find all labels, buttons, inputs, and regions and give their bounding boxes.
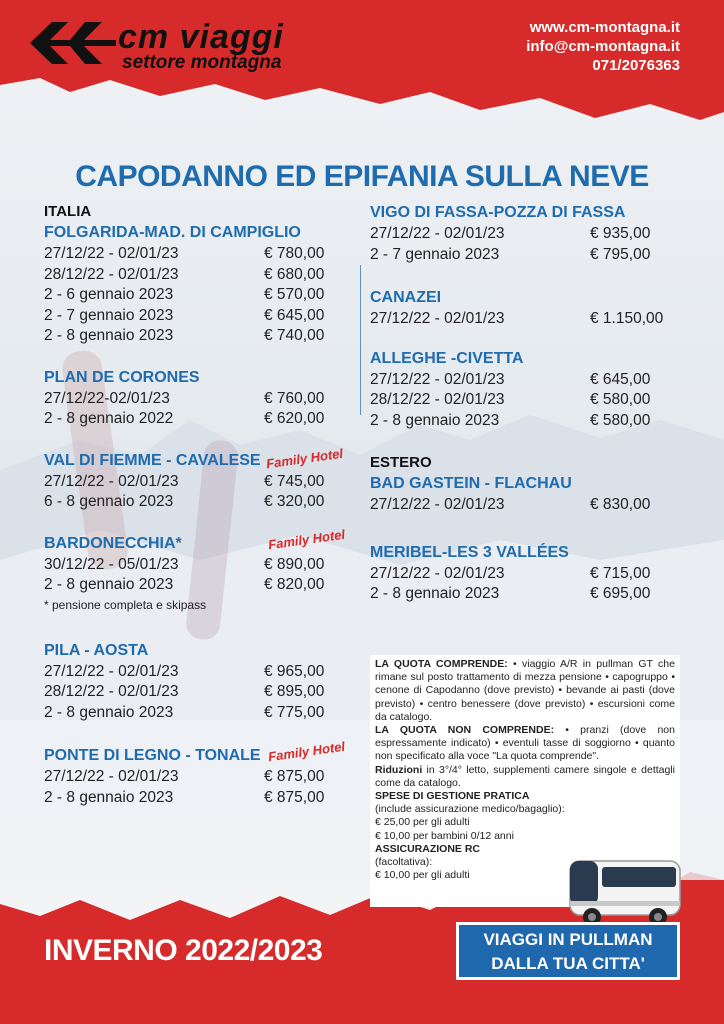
row-date: 27/12/22 - 02/01/23	[44, 472, 179, 490]
row-date: 27/12/22 - 02/01/23	[370, 225, 505, 242]
riduzioni	[375, 764, 675, 790]
price-row	[370, 224, 670, 245]
price-row	[370, 245, 670, 266]
spacer	[370, 431, 670, 453]
season-title: INVERNO 2022/2023	[44, 934, 323, 967]
row-price: € 760,00	[264, 389, 325, 407]
riduzioni-label: Riduzioni	[375, 763, 423, 776]
spacer	[44, 347, 344, 367]
row-price: € 695,00	[590, 585, 651, 602]
row-price: € 1.150,00	[590, 310, 664, 327]
row-date: 2 - 7 gennaio 2023	[44, 306, 174, 324]
row-price: € 620,00	[264, 410, 325, 427]
dest-canazei: CANAZEI	[370, 289, 442, 306]
brand-name: cm viaggi	[118, 18, 284, 56]
row-date: 2 - 8 gennaio 2023	[44, 576, 174, 593]
assicurazione-sub: (facoltativa):	[375, 856, 433, 869]
price-row	[44, 767, 344, 788]
row-price: € 645,00	[590, 370, 651, 388]
dest-name: VAL DI FIEMME - CAVALESE	[44, 451, 261, 469]
italia-column	[44, 202, 344, 808]
row-price: € 775,00	[264, 703, 325, 721]
row-date: 27/12/22 - 02/01/23	[44, 768, 179, 785]
dest-folgarida: FOLGARIDA-MAD. DI CAMPIGLIO	[44, 224, 301, 241]
row-price: € 580,00	[590, 391, 651, 408]
pullman-cta-button[interactable]	[456, 922, 680, 980]
price-row	[370, 309, 670, 330]
row-price: € 780,00	[264, 245, 325, 262]
price-row	[44, 326, 344, 347]
dest-name: PONTE DI LEGNO - TONALE	[44, 747, 261, 764]
quota-comprende	[375, 658, 675, 724]
assicurazione-adulti: € 10,00 per gli adulti	[375, 869, 470, 882]
cm-logo-icon	[30, 18, 120, 68]
row-date: 2 - 8 gennaio 2023	[44, 703, 174, 721]
dest-meribel: MERIBEL-LES 3 VALLÉES	[370, 543, 569, 561]
price-row	[370, 564, 670, 585]
dest-val-di-fiemme	[44, 445, 344, 472]
row-date: 6 - 8 gennaio 2023	[44, 493, 174, 510]
assicurazione-title: ASSICURAZIONE RC	[375, 842, 481, 855]
contacts	[526, 18, 680, 75]
row-date: 2 - 7 gennaio 2023	[370, 245, 500, 263]
bardonecchia-note: * pensione completa e skipass	[44, 597, 207, 612]
quota-non-comprende-text: • pranzi (dove non espressamente indicato) • eventuli tasse di soggiorno • quanto non specificato alla voce "La quota comprende".	[375, 724, 675, 763]
spese-adulti: € 25,00 per gli adulti	[375, 816, 470, 829]
spacer	[370, 516, 670, 542]
website-link[interactable]: www.cm-montagna.it	[529, 19, 680, 36]
row-date: 28/12/22 - 02/01/23	[44, 683, 179, 700]
spese-sub: (include assicurazione medico/bagaglio):	[375, 803, 565, 816]
spacer	[370, 330, 670, 348]
price-row	[44, 682, 344, 703]
cta-line-2: DALLA TUA CITTA'	[491, 954, 645, 973]
section-italia: ITALIA	[44, 203, 92, 220]
cta-line-1: VIAGGI IN PULLMAN	[483, 930, 653, 949]
row-price: € 740,00	[264, 327, 325, 344]
spacer	[44, 614, 344, 640]
row-date: 2 - 8 gennaio 2023	[44, 788, 174, 806]
bus-icon	[566, 855, 684, 929]
price-row	[44, 306, 344, 327]
dest-pila: PILA - AOSTA	[44, 641, 149, 659]
row-date: 28/12/22 - 02/01/23	[44, 265, 179, 283]
price-row	[44, 472, 344, 493]
quota-non-comprende	[375, 724, 675, 764]
price-row	[44, 244, 344, 265]
price-row	[44, 409, 344, 430]
dest-name: BARDONECCHIA*	[44, 534, 182, 552]
section-estero: ESTERO	[370, 454, 432, 471]
row-price: € 570,00	[264, 286, 325, 303]
row-date: 2 - 8 gennaio 2023	[370, 411, 500, 429]
row-price: € 830,00	[590, 496, 651, 513]
row-price: € 875,00	[264, 768, 325, 785]
row-date: 27/12/22-02/01/23	[44, 389, 170, 407]
row-date: 27/12/22 - 02/01/23	[370, 370, 505, 388]
price-row	[370, 390, 670, 411]
row-date: 27/12/22 - 02/01/23	[370, 564, 505, 582]
price-row	[44, 703, 344, 724]
spacer	[44, 430, 344, 450]
brand-tagline: settore montagna	[122, 52, 282, 73]
row-price: € 875,00	[264, 788, 325, 806]
quota-non-comprende-label: LA QUOTA NON COMPRENDE:	[375, 724, 555, 737]
row-price: € 645,00	[264, 306, 325, 324]
column-divider	[360, 265, 361, 415]
phone-number[interactable]: 071/2076363	[592, 57, 680, 74]
price-row	[44, 555, 344, 576]
price-row	[370, 370, 670, 391]
family-hotel-badge: Family Hotel	[267, 738, 346, 765]
price-row	[44, 788, 344, 809]
family-hotel-badge: Family Hotel	[265, 445, 344, 471]
page-title: CAPODANNO ED EPIFANIA SULLA NEVE	[75, 160, 649, 193]
row-date: 27/12/22 - 02/01/23	[44, 662, 179, 680]
row-price: € 890,00	[264, 555, 325, 573]
price-row	[44, 389, 344, 410]
row-date: 27/12/22 - 02/01/23	[370, 496, 505, 513]
price-row	[44, 285, 344, 306]
row-price: € 320,00	[264, 493, 325, 510]
row-date: 27/12/22 - 02/01/23	[44, 245, 179, 262]
dest-alleghe: ALLEGHE -CIVETTA	[370, 349, 524, 367]
row-price: € 580,00	[590, 411, 651, 429]
riduzioni-text: in 3°/4° letto, supplementi camere singole e dettagli come da catalogo.	[375, 763, 675, 789]
price-row	[370, 584, 670, 605]
spese-bambini: € 10,00 per bambini 0/12 anni	[375, 829, 514, 842]
price-row	[370, 495, 670, 516]
dest-ponte-di-legno	[44, 738, 346, 767]
price-row	[44, 575, 344, 596]
dest-bardonecchia	[44, 526, 346, 555]
price-row	[370, 411, 670, 432]
quota-comprende-label: LA QUOTA COMPRENDE:	[375, 658, 508, 670]
price-row	[44, 492, 344, 513]
row-price: € 820,00	[264, 576, 325, 593]
row-price: € 745,00	[264, 472, 325, 490]
right-column	[370, 202, 670, 605]
row-price: € 895,00	[264, 683, 325, 700]
spacer	[370, 265, 670, 287]
row-date: 30/12/22 - 05/01/23	[44, 555, 179, 573]
dest-plan-de-corones: PLAN DE CORONES	[44, 368, 200, 386]
row-date: 28/12/22 - 02/01/23	[370, 391, 505, 408]
family-hotel-badge: Family Hotel	[267, 526, 346, 552]
email-link[interactable]: info@cm-montagna.it	[526, 38, 680, 55]
row-date: 2 - 8 gennaio 2022	[44, 410, 174, 427]
spese-title: SPESE DI GESTIONE PRATICA	[375, 790, 530, 803]
row-date: 2 - 6 gennaio 2023	[44, 286, 174, 303]
quota-comprende-text: • viaggio A/R in pullman GT che rimane sul posto trattamento di mezza pensione • capogruppo • cenone di Capodanno (dove previsto) • bevande ai pasti (dove previsto) • centro benessere (dove previsto) • escursioni come da catalogo.	[375, 658, 675, 723]
row-price: € 965,00	[264, 662, 325, 680]
price-row	[44, 265, 344, 286]
row-date: 27/12/22 - 02/01/23	[370, 310, 505, 327]
row-price: € 680,00	[264, 265, 325, 283]
dest-vigo-di-fassa: VIGO DI FASSA-POZZA DI FASSA	[370, 204, 626, 221]
dest-bad-gastein: BAD GASTEIN - FLACHAU	[370, 475, 572, 492]
row-price: € 715,00	[590, 564, 651, 582]
row-price: € 935,00	[590, 225, 651, 242]
spese-label	[375, 790, 675, 803]
row-date: 2 - 8 gennaio 2023	[44, 327, 174, 344]
row-date: 2 - 8 gennaio 2023	[370, 585, 500, 602]
price-row	[44, 662, 344, 683]
row-price: € 795,00	[590, 245, 651, 263]
